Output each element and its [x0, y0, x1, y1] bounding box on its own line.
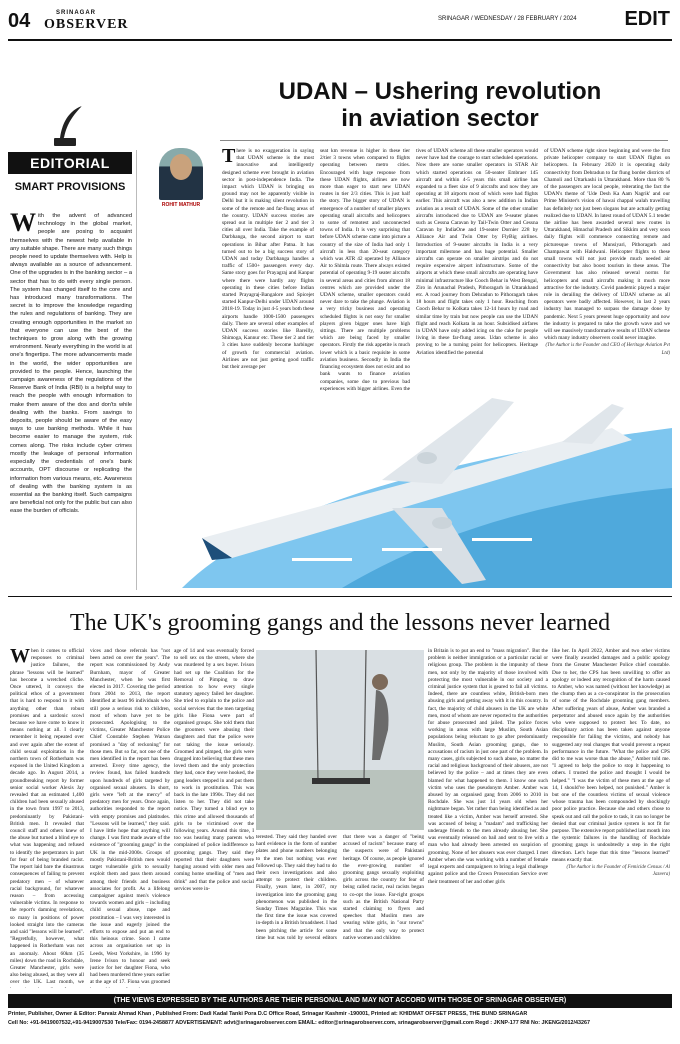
article1-col4-text: of UDAN scheme right since beginning and were the first private helicopter company to start UDAN flights on helicopters. In February 2020 it is operating daily connectivity from Dehradun to far flung border districts of Chamoli and Uttarkashi in Uttarakhand. More than 80 % of the passengers are local people, reiterating the fact the UDAN's theme of 'Ude Desh Ka Aam Nagrik' and our Prime Minister's vision of hawai chappal walah travelling has definitely not just been slogans but are actually getting realized due to UDAN. In latest round of UDAN 5.1 tender the airline has been awarded several new routes in Uttarakhand, Himachal Pradesh and Sikkim and very soon daily flights will commence connecting remote and picturesque towns of Munsiyari, Pithoragarh and Champawat with Haldwani. Helicopter flights to these small towns will not just provide much needed air connectivity but also boost tourism in these areas. The Government has also released several norms for helicopters and small aircrafts making it much more attractive for the industry. Covid pandemic played a major role in derailing the delivery of UDAN scheme as all operators were badly affected. However, in last 2 years industry has managed to surpass the damage done by pandemic. Next 5 years present huge opportunity and now the industry is prepared to take the growth wave and we will see massively transformative results of UDAN scheme which many industry observers could never imagine.: [544, 148, 670, 342]
article2-column-3: [174, 648, 254, 988]
article2-col3-text: age of 14 and was eventually forced to sell sex on the streets, where she was murdered by a sex buyer. Ivison had set up the Coalition for the Removal of Pimping to draw attention to how every single statutory agency failed her daughter. She tried to explain to the police and social services that the men targeting girls like Fiona were part of organised groups. She told them that the groomers were abusing their daughters and that the police were not taking the issue seriously. Groomed and pimped, the girls were drugged into believing that these men loved them and the only protection they had, once they were hooked, the gang leaders stepped in and put them to work in prostitution. This was back in the late 1990s. They did not listen to her. They did not take notice. They turned a blind eye to this crime and allowed thousands of girls to be victimised over the following years. Around this time, I too was hearing many parents who complained of police indifference to grooming gangs. They said they reported that their daughters were hanging around with older men and coming home smelling of "men and drink" and that the police and social services were in-: [174, 648, 254, 892]
article1-headline: [220, 78, 660, 132]
disclaimer-bar: (THE VIEWS EXPRESSED BY THE AUTHORS ARE THEIR PERSONAL AND MAY NOT ACCORD WITH THOSE OF SRINAGAR OBSERVER): [8, 994, 672, 1008]
editorial-label: EDITORIAL: [8, 152, 132, 174]
section-divider: [8, 596, 672, 597]
footer-line-1: Printer, Publisher, Owner & Editor: Parvaiz Ahmad Khan , Published From: Dadi Kadal Tanki Pora D.C Office Road, Srinagar Kashmir -190001, Printed at: KHIDMAT OFFSET PRESS, THE BUND SRINAGAR: [8, 1011, 528, 1017]
article1-signoff: (The Author is the Founder and CEO of Heritage Aviation Pvt Ltd): [545, 343, 670, 356]
article2-column-5: [428, 648, 548, 988]
article2-col6-text: like her. In April 2022, Amber and two other victims were finally awarded damages and a public apology from the Greater Manchester Police chief constable. Due to her, the CPS has been unwilling to offer an apology or indeed any recognition of the harm caused to Amber, who was named (without her knowledge) as the chump then as a co-conspirator in the prosecution of some of the Rochdale grooming gang members. After suffering years of abuse, Amber was branded a perpetrator and abused once again by the authorities who were supposed to protect her. To date, no disciplinary action has been taken against anyone responsible for failing the victims, and nobody has suggested any real changes that would prevent a repeat performance in the future. "What the police and CPS did to me was worse than the abuse," Amber told me. "I agreed to help the police to stop it happening to others. I trusted the police and thought I would be helped." "I was the victim of these men at the age of 14, I should've been helped, not punished." Amber is but one of the countless victims of sexual violence whose trauma has been compounded by shockingly poor police practice. Because she and others chose to speak out and call the police to task, it can no longer be denied that our criminal justice system is not fit for purpose. The extensive report published last month into the systemic failures in the handling of Rochdale grooming gangs is undoubtedly a step in the right direction. Let's hope that this time "lessons learned" means exactly that.: [552, 648, 670, 863]
footer: [8, 1010, 672, 1028]
page-number: 04: [8, 10, 31, 32]
author-name: ROHIT MATHUR: [161, 202, 201, 208]
author-block: [146, 148, 216, 208]
article2-headline: The UK's grooming gangs and the lessons never learned: [69, 610, 611, 636]
section-label: EDIT: [624, 8, 670, 30]
paper-logo: OBSERVER: [44, 17, 129, 32]
article2-column-6: [552, 648, 670, 988]
article2-signoff: (The Author is the Founder of Femicide Census / Al Jazeera): [566, 865, 670, 878]
article1-drop-cap: T: [222, 148, 236, 167]
swing-photo: [256, 650, 424, 830]
article2-col1-text: hen it comes to official responses to criminal justice failures, the phrase "lessons will be learned" has become a wretched cliche. Once uttered, it conveys the political ethos of a government that is hard to respond to it with anything other than robust promises and a sardonic scowl because we have come to know it means nothing at all. I clearly remember it being repeated over and over again after the extent of child sexual exploitation in the northern town of Rotherham was exposed in the United Kingdom a decade ago. In August 2014, a groundbreaking report by former senior social worker Alexis Jay revealed that an estimated 1,400 children had been sexually abused in the town from 1997 to 2013, predominantly by Pakistani-British men. It revealed that council staff and others knew of the abuse but turned a blind eye to what was happening and refused to identify the perpetrators in part for fear of being branded racist. The report laid bare the disastrous consequences of failing to prevent predatory men – of whatever racial background, for whatever reason – from accessing vulnerable victims. In response to the report's damning revelations, so many in positions of power looked straight into the cameras and said "lessons will be learned". "Regretfully, however, what happened in Rotherham was not an anomaly. About 60km (35 miles) down the road in Rochdale, Greater Manchester, girls were also being abused, as they were all over the UK. Last month, we: [10, 648, 84, 986]
author-photo: [159, 148, 203, 200]
article2-col2-text: vices and those referrals has "not been acted on over the years". The report was commissioned by Andy Burnham, mayor of Greater Manchester, when he was first elected in 2017. Covering the period from 2004 to 2013, the report identified at least 96 individuals who still pose a serious risk to children, most of whom have yet to be prosecuted. Apologising to the victims, Greater Manchester Police Chief Constable Stephen Watson promised a "day of reckoning" for those men. But so far, not one of the men identified in the report has been arrested. Every time agency, the review found, has failed hundreds upon hundreds of girls targeted by organised sexual abusers. In short, girls were "left at the mercy" of predatory men for years. Once again, authorities responded to the report with empty promises and platitudes. "Lessons will be learned," they said. I have little hope that anything will change. I was first made aware of the existence of "grooming gangs" in the UK in the mid-2000s. Groups of mostly Pakistani-British men would target vulnerable girls to sexually exploit them and pass them around among their friends and business associates for profit. As a lifelong campaigner against men's violence towards women and girls – including child sexual abuse, rape and prostitution – I was very interested in the issue and eagerly joined the efforts to expose and put an end to this heinous crime. Soon I came across an organisation set up in Leeds, West Yorkshire, in 1996 by Irene Ivison to honour and seek justice for her daughter Fiona, who had been murdered three years earlier at the age of 17. Fiona was groomed: [90, 648, 170, 986]
article2-column-1: [10, 648, 84, 988]
editorial-drop-cap: W: [10, 212, 36, 237]
article1-col2-text: seat km revenue is higher in these tier 2/tier 3 towns when compared to flights operating between metro cities. Encouraged with huge response from these UDAN flights, airlines are now more than eager to start new UDAN routes in tier 2/3 cities. This is just half the story. The bigger story of UDAN is emergence of a number of smaller players operating small aircrafts and helicopters to some of remotest and unconnected towns of India. It is very surprising that before UDAN scheme came into picture a country of the size of India had only 1 aircraft in less than 20-seat category which was ATR 42 operated by Alliance Air to Shimla route. There always existed potential of operating 9-19 seater aircrafts in several areas and cities from almost 18 centres which are provided under the UDAN scheme, smaller operators could never dare to take the plunge. Aviation is a very tricky business and operating scheduled flights is not easy for smaller players given bigger ones have high sittings. There are multiple problems which are being faced by smaller operators. Firstly the risk appetite is much lower which is a basic requisite in some aviation business. Secondly in India the financing ecosystem does not exist and no bank wants to finance aviation companies, some due to previous bad experiences with bigger airlines. Even the: [320, 148, 410, 392]
headline-rule: [220, 140, 668, 141]
editorial-body: [10, 212, 132, 588]
article2-col4-text: terested. They said they handed over hard evidence in the form of number plates and phone numbers belonging to the men but nothing was ever followed up. They said they had to do their own investigations and also attempt to protect their children. Finally, years later, in 2007, my investigation into the grooming gang phenomenon was published in the Sunday Times Magazine. This was the first time the issue was covered in-depth in a British broadsheet. I had been pitching the article for some time but was told by several editors that there was a danger of "being accused of racism" because many of the suspects were of Pakistani heritage. Of course, as people ignored the ever-growing number of grooming gangs sexually exploiting girls across the country for fear of being called racist, real racists began to co-opt the issue. Far-right groups such as the British National Party started claiming to flyers and speeches that Muslim men are wearing white girls, in "our towns" and that the only way to protect native women and children: [256, 834, 424, 941]
article1-headline-line1: UDAN – Ushering revolution: [278, 78, 602, 105]
editorial-subtitle: SMART PROVISIONS: [14, 181, 126, 193]
column-divider: [136, 150, 137, 590]
dateline: SRINAGAR / WEDNESDAY / 28 FEBRUARY / 2024: [438, 16, 577, 22]
article1-column-2: [320, 148, 410, 392]
article1-headline-line2: in aviation sector: [341, 105, 539, 132]
footer-line-2: Cell No: +91-9419007532,+91-9419007530 Tele/Fax: 0194-2458877 ADVERTISEMENT: advt@srinagarobserver.com EMAIL: editor@srinagarobserver.com, srinagarobserver@gmail.com Regd : JKNP-177 RNI No: JKENG/2012/43267: [8, 1020, 591, 1026]
article2-column-4: [256, 834, 424, 988]
masthead-rule: [8, 39, 672, 41]
paper-city: SRINAGAR: [56, 10, 97, 16]
quill-pen-icon: [52, 104, 88, 148]
article1-column-4: [544, 148, 670, 388]
article1-column-1: [222, 148, 314, 392]
article2-column-2: [90, 648, 170, 988]
article2-drop-cap: W: [10, 648, 30, 667]
article1-col1-text: here is no exaggeration in saying that UDAN scheme is the most innovative and intelligently designed scheme ever brought in aviation sector in post-independence India. The impact which UDAN is bringing on ground may not be apparently visible in Delhi but it is making silent revolution in some of the remote and far-flung areas of the country. UDAN success stories are spread out in multiple tier 2 and tier 3 cities all over India. Take the example of Darbhanga, the second airport to start operations in Bihar after Patna. It has turned out to be a big success story of UDAN and today Darbhanga handles a traffic of 1500+ passengers every day. Same story goes for Prayagraj and Kanpur where there were hardly any flights operating in these cities before Indian started Prayagraj-Bangalore and Spicejet started Kanpur-Delhi under UDAN around 2018-19. Today in just 4-5 years both these airports handle 1000-1500 passengers daily. There are several other examples of UDAN success stories like Bareilly, Shimoga, Kannur etc. These tier 2 and tier 3 cities have suddenly become harbinger of growth for commercial aviation. Airlines are not just getting good traffic but their average per: [222, 148, 314, 371]
article1-column-3: [416, 148, 538, 392]
masthead: [8, 6, 672, 38]
editorial-text: ith the advent of advanced technology in the global market, people are posing to acquaint themselves with the newest help available in any suitable shape. There are many such things people need to update themselves with. Help is always available as a source of advancement. One of the upgrades is in the banking sector – a sector that has to do with every single person. The system has changed itself to the core and has introduced many transformations. The secret is to improve the knowledge regarding the rules and regulations of banking. They are creating enough opportunities in the market so that everyone can use the best of the techniques to grow along with the growing environment. Nearly everything in the world is at one's fingertips. The more advancements made in the world, the wider opportunities are provided to the people. Hence, launching the campaign awareness of the regulations of the Reserve Bank of India (RBI) is a helpful way to reach the people with enough information to make them aware of the dos and don'ts while dealing with the banks. From savings to deposits, people should be aware of the easy ways to use banking methods. While it has become easier to manage the system, risk comes along. The risks include cyber crimes mostly the leakage of personal information especially the credentials of one's bank accounts, OPT discourse or replicating the information from various means, etc. Awareness of dealing with the banking system is as essential as the banking itself. Such campaigns are beneficial not only for the public but can also ease the burden of officials.: [10, 213, 132, 515]
article2-col5-text: in Britain is to put an end to "mass migration". But the problem is neither immigration or a particular racial or religious group. The problem is the impunity of these men, not only by the majority of those involved with protecting the most vulnerable in our society and a criminal justice system that is geared to fail all victims. Indeed, there are countless white, British-born men abusing girls and getting away with it in this country. In fact, the majority of child abusers in the UK are white men, most of whom are never reported to the authorities for abuse prosecuted and jailed. The police forces working in areas with large Muslim, South Asian populations being reluctant to go after predominantly Muslim, South Asian grooming gangs, due to accusations of racism in just one part of the problem. In many cases, girls subjected to such abuse, no matter the racial and religious background of their abusers, are not believed by the police – and at times they are even blamed for what happened to them. I know one such victim who uses the pseudonym Amber. Amber was abused by an organised gang from 2006 to 2010 in Rochdale. She was just 14 years old when her nightmare began. Yet rather than being identified as and treated like a victim, Amber was herself arrested. She was accused of being a "madam" and trafficking her underage friends to the men already abusing her. She was eventually released on bail and sent to live with a man who had already been arrested on suspicion of grooming. None of her abusers was ever charged. I met Amber when she was working with a number of female legal experts and campaigners to bring a legal challenge against police and the Crown Prosecution Service over their treatment of her and other girls: [428, 648, 548, 885]
article1-col3-text: tives of UDAN scheme all these smaller operators would never have had the courage to start scheduled operations. Now there are some smaller operators in STAR Air which started operations on 50-seater Embraer 145 aircraft and within 4-5 years this small airline has expanded to a fleet size of 9 aircrafts and now they are operating at 18 airports most of which were had flights earlier. This aircraft was also a new addition in Indian aviation as a result of UDAN. Some of the other smaller aircrafts introduced due to UDAN are 9-seater planes such as Cessna Caravan by Tail-Twin Otter and Cessna Caravan by IndiaOne and 19-seater Dornier 228 by Alliance Air and Twin Otter by FlyBig airlines. Introduction of 9-seater aircrafts in India is a very important milestone and has huge potential. Smaller aircrafts can operate on smaller airstrips and do not require expensive airport infrastructure. Some of the airports at which these small aircrafts are operating have minimal infrastructure like Cooch Behar in West Bengal, Ziro in Arunachal Pradesh, Pithoragarh in Uttarakhand etc. A road journey from Dehradun to Pithoragarh takes 18 hours and flight takes only 1 hour. Reaching from Cooch Behar to Kolkata takes 12-14 hours by road and similar time by train but now people can use the UDAN flight and reach Kolkata in an hour. Subsidised airfares in UDAN have only added icing on the cake for people living in these far-flung areas. Udan scheme is also proving to be a turning point for helicopters. Heritage Aviation identified the potential: [416, 148, 538, 356]
airplane-illustration: [142, 388, 672, 588]
